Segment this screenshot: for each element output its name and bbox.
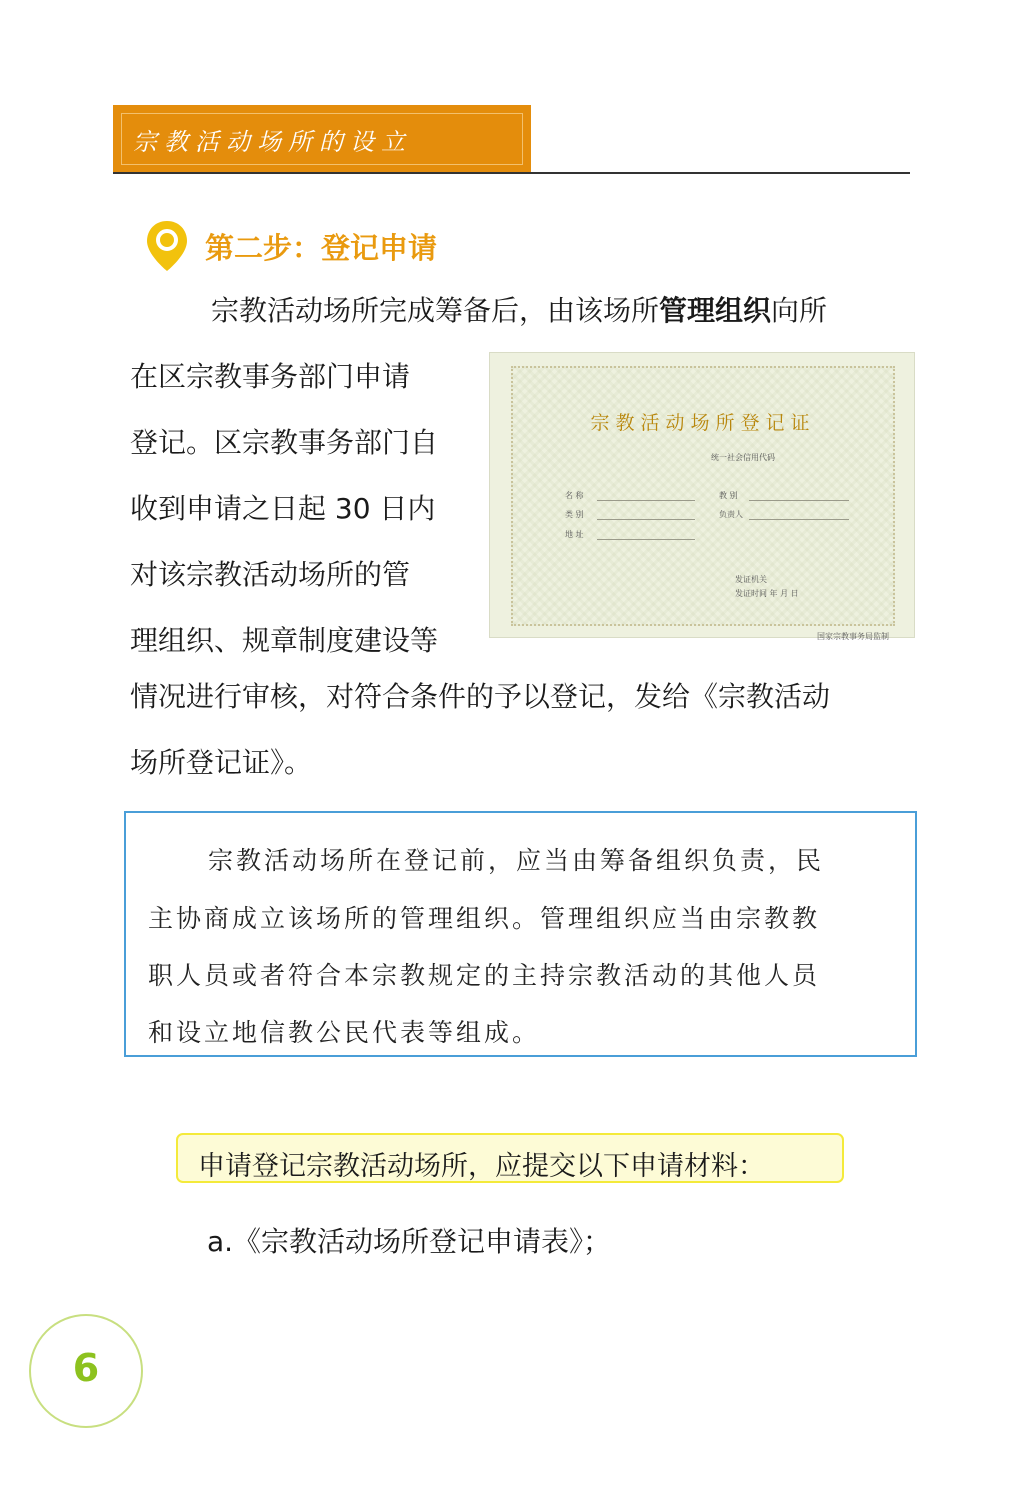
section-header — [113, 105, 531, 173]
step-title: 第二步：登记申请 — [205, 231, 438, 265]
certificate-field-line — [597, 519, 695, 520]
paragraph-line: 在区宗教事务部门申请 — [130, 360, 411, 393]
certificate-photo — [489, 352, 915, 641]
materials-heading: 申请登记宗教活动场所，应提交以下申请材料： — [198, 1151, 765, 1182]
paragraph-line: 理组织、规章制度建设等 — [130, 624, 439, 657]
section-title: 宗教活动场所的设立 — [133, 128, 412, 156]
location-pin-icon — [144, 219, 190, 273]
certificate-religion-label: 教 别 — [719, 491, 738, 500]
notice-line: 主协商成立该场所的管理组织。管理组织应当由宗教教 — [148, 904, 821, 933]
paragraph-wrapped-lines — [130, 344, 438, 674]
paragraph-line: 对该宗教活动场所的管 — [130, 558, 411, 591]
header-rule — [113, 172, 910, 174]
paragraph-first-line — [211, 278, 827, 344]
certificate-field-line — [749, 519, 849, 520]
paragraph-text: 向所 — [771, 294, 828, 327]
paragraph-line: 情况进行审核，对符合条件的予以登记，发给《宗教活动 — [130, 680, 831, 713]
certificate-title: 宗教活动场所登记证 — [590, 412, 816, 434]
certificate-field-line — [749, 500, 849, 501]
certificate-date-label: 发证时间 年 月 日 — [735, 589, 799, 598]
paragraph-bold-term: 管理组织 — [659, 294, 772, 327]
paragraph-line: 场所登记证》。 — [130, 746, 313, 779]
certificate-made-by: 国家宗教事务局监制 — [817, 632, 889, 641]
notice-line: 职人员或者符合本宗教规定的主持宗教活动的其他人员 — [148, 961, 821, 990]
notice-box — [124, 811, 917, 1057]
certificate-frame — [511, 366, 895, 641]
certificate-field-line — [597, 500, 695, 501]
paragraph-line: 登记。区宗教事务部门自 — [130, 426, 439, 459]
paragraph-tail-lines — [130, 664, 830, 796]
materials-list-item: a.《宗教活动场所登记申请表》； — [207, 1225, 612, 1258]
paragraph-text: 宗教活动场所完成筹备后，由该场所 — [211, 294, 660, 327]
certificate-field-line — [597, 539, 695, 540]
certificate-address-label: 地 址 — [565, 530, 584, 539]
certificate-name-label: 名 称 — [565, 491, 584, 500]
materials-heading-box — [176, 1133, 844, 1183]
notice-line: 宗教活动场所在登记前，应当由筹备组织负责，民 — [208, 846, 825, 875]
paragraph-line: 收到申请之日起 30 日内 — [130, 492, 436, 525]
notice-line: 和设立地信教公民代表等组成。 — [148, 1018, 541, 1047]
page-number-badge — [29, 1314, 143, 1428]
certificate-issuer-label: 发证机关 — [735, 575, 767, 584]
certificate-code-label: 统一社会信用代码 — [711, 453, 775, 462]
certificate-person-label: 负责人 — [719, 510, 743, 519]
page-number: 6 — [72, 1346, 100, 1390]
certificate-category-label: 类 别 — [565, 510, 584, 519]
